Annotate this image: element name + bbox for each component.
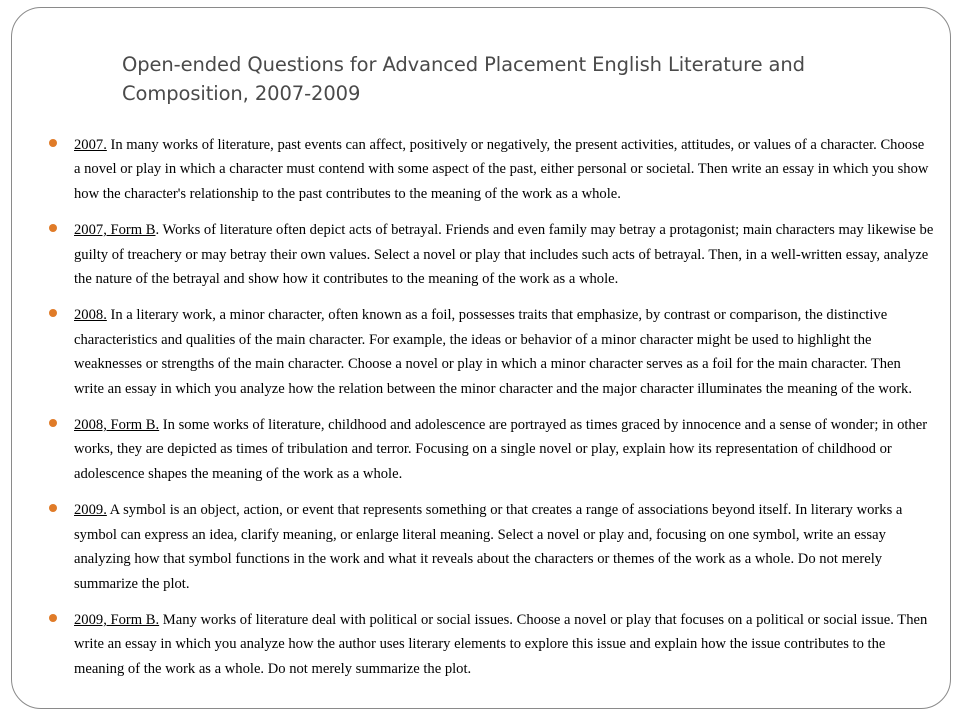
bullet-icon (49, 224, 57, 232)
question-text: In some works of literature, childhood and adolescence are portrayed as times graced by innocence and a sense of wonder; in other works, they are depicted as times of tribulation and terror. Focusing on a single novel or play, explain how its representation of childhood or adolescence shapes the meaning of the work as a whole. (74, 417, 928, 482)
question-list (74, 133, 934, 693)
year-link[interactable]: 2009. (74, 502, 107, 519)
year-link[interactable]: 2008, Form B. (74, 417, 160, 434)
slide-frame (11, 7, 951, 709)
year-link[interactable]: 2009, Form B. (74, 611, 160, 628)
year-link[interactable]: 2007. (74, 137, 107, 153)
question-text: A symbol is an object, action, or event that represents something or that creates a range of associations beyond itself. In literary works a symbol can express an idea, clarify meaning, or enlarge literal meaning. Select a novel or play and, focusing on one symbol, write an essay analyzing how that symbol functions in the work and what it reveals about the characters or themes of the work as a whole. Do not merely summarize the plot. (74, 502, 903, 592)
question-text: In a literary work, a minor character, often known as a foil, possesses traits that emphasize, by contrast or comparison, the distinctive characteristics and qualities of the main character. For example, the ideas or behavior of a minor character might be used to highlight the weaknesses or strengths of the main character. Choose a novel or play in which a minor character serves as a foil for the main character. Then write an essay in which you analyze how the relation between the minor character and the major character illuminates the meaning of the work. (74, 307, 913, 397)
list-item (74, 413, 934, 486)
bullet-icon (49, 309, 57, 317)
bullet-icon (49, 614, 57, 622)
year-link[interactable]: 2007, Form B (74, 222, 156, 239)
list-item (74, 218, 934, 291)
bullet-icon (49, 139, 57, 147)
question-text: In many works of literature, past events can affect, positively or negatively, the present activities, attitudes, or values of a character. Choose a novel or play in which a character must contend with some aspect of the past, either personal or societal. Then write an essay in which you show how the character's relationship to the past contributes to the meaning of the work as a whole. (74, 137, 929, 202)
bullet-icon (49, 504, 57, 512)
question-text: Many works of literature deal with political or social issues. Choose a novel or play that focuses on a political or social issue. Then write an essay in which you analyze how the author uses literary elements to explore this issue and explain how the issue contributes to the meaning of the work as a whole. Do not merely summarize the plot. (74, 611, 928, 677)
list-item (74, 303, 934, 401)
question-text: . Works of literature often depict acts of betrayal. Friends and even family may betray a protagonist; main characters may likewise be guilty of treachery or may betray their own values. Select a novel or play that includes such acts of betrayal. Then, in a well-written essay, analyze the nature of the betrayal and show how it contributes to the meaning of the work as a whole. (74, 222, 934, 288)
slide-title: Open-ended Questions for Advanced Placement English Literature and Composition, 2007-2009 (122, 53, 805, 105)
list-item (74, 133, 934, 206)
list-item (74, 608, 934, 681)
bullet-icon (49, 419, 57, 427)
year-link[interactable]: 2008. (74, 307, 107, 324)
list-item (74, 498, 934, 596)
